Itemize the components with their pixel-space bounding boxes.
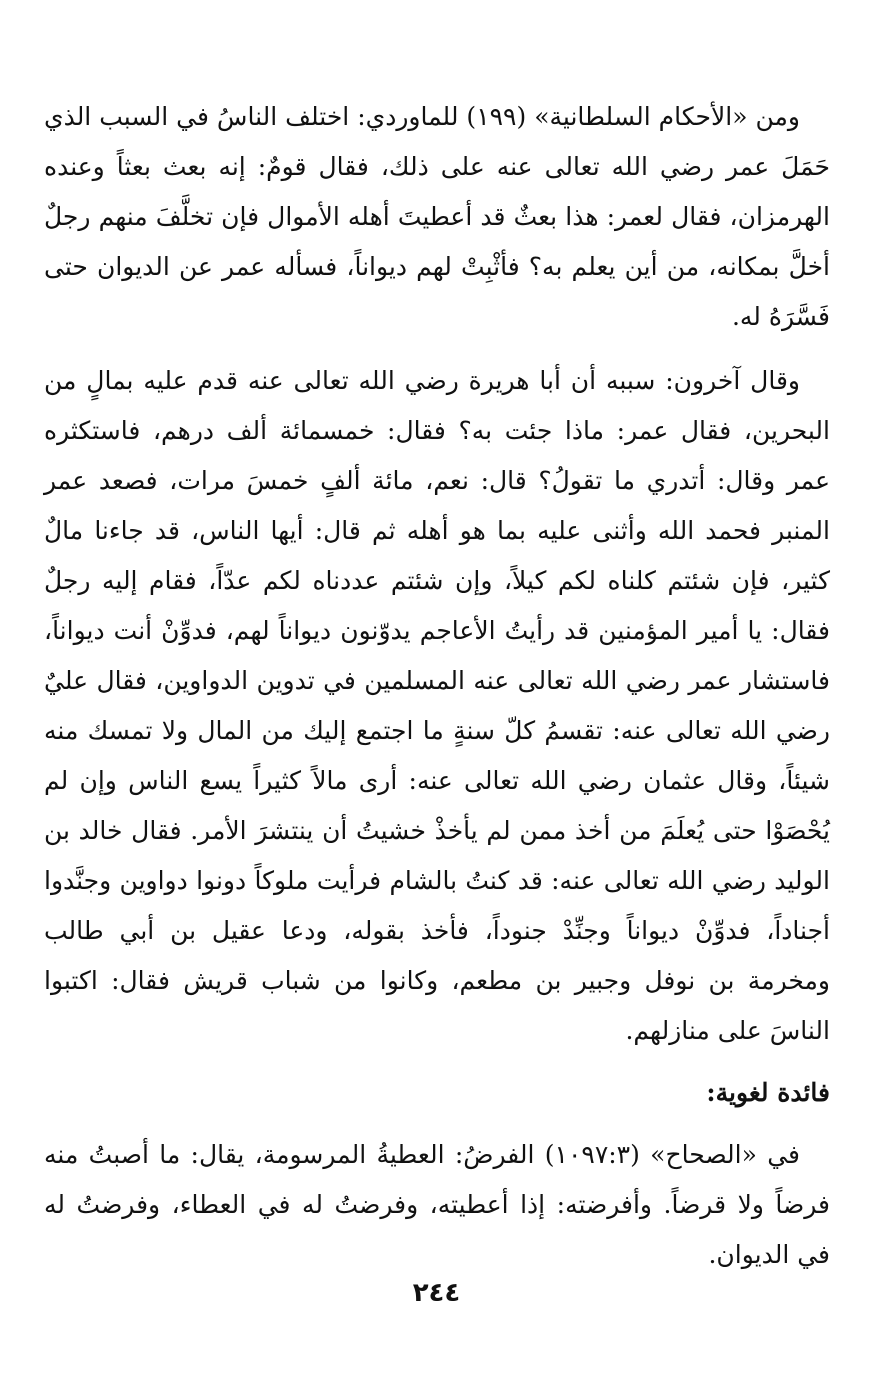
- paragraph-spacer: [44, 1118, 830, 1130]
- paragraph-spacer: [44, 342, 830, 356]
- paragraph-spacer: [44, 1056, 830, 1068]
- paragraph-mawardi: ومن «الأحكام السلطانية» (١٩٩) للماوردي: اختلف الناسُ في السبب الذي حَمَلَ عمر رضي الله تعالى عنه على ذلك، فقال قومٌ: إنه بعث بعثاً وعنده الهرمزان، فقال لعمر: هذا بعثٌ قد أعطيتَ أهله الأموال فإن تخلَّفَ منهم رجلٌ أخلَّ بمكانه، من أين يعلم به؟ فأثْبِتْ لهم ديواناً، فسأله عمر عن الديوان حتى فَسَّرَهُ له.: [44, 102, 830, 331]
- section-heading: فائدة لغوية:: [706, 1078, 830, 1107]
- page-number: ٢٤٤: [412, 1278, 461, 1308]
- paragraph-others: وقال آخرون: سببه أن أبا هريرة رضي الله تعالى عنه قدم عليه بمالٍ من البحرين، فقال عمر: ماذا جئت به؟ فقال: خمسمائة ألف درهم، فاستكثره عمر وقال: أتدري ما تقولُ؟ قال: نعم، مائة ألفٍ خمسَ مرات، فصعد عمر المنبر فحمد الله وأثنى عليه بما هو أهله ثم قال: أيها الناس، قد جاءنا مالٌ كثير، فإن شئتم كلناه لكم كيلاً، وإن شئتم عددناه لكم عدّاً، فقام إليه رجلٌ فقال: يا أمير المؤمنين قد رأيتُ الأعاجم يدوّنون ديواناً لهم، فدوِّنْ أنت ديواناً، فاستشار عمر رضي الله تعالى عنه المسلمين في تدوين الدواوين، فقال عليٌ رضي الله تعالى عنه: تقسمُ كلّ سنةٍ ما اجتمع إليك من المال ولا تمسك منه شيئاً، وقال عثمان رضي الله تعالى عنه: أرى مالاً كثيراً يسع الناس وإن لم يُحْصَوْا حتى يُعلَمَ من أخذ ممن لم يأخذْ خشيتُ أن ينتشرَ الأمر. فقال خالد بن الوليد رضي الله تعالى عنه: قد كنتُ بالشام فرأيت ملوكاً دونوا دواوين وجنَّدوا أجناداً، فدوِّنْ ديواناً وجنِّدْ جنوداً، فأخذ بقوله، ودعا عقيل بن أبي طالب ومخرمة بن نوفل وجبير بن مطعم، وكانوا من شباب قريش فقال: اكتبوا الناسَ على منازلهم.: [44, 366, 830, 1045]
- page-body: [44, 92, 830, 1280]
- paragraph-note: في «الصحاح» (١٠٩٧:٣) الفرضُ: العطيةُ المرسومة، يقال: ما أصبتُ منه فرضاً ولا قرضاً. وأفرضته: إذا أعطيته، وفرضتُ له في العطاء، وفرضتُ له في الديوان.: [44, 1140, 830, 1269]
